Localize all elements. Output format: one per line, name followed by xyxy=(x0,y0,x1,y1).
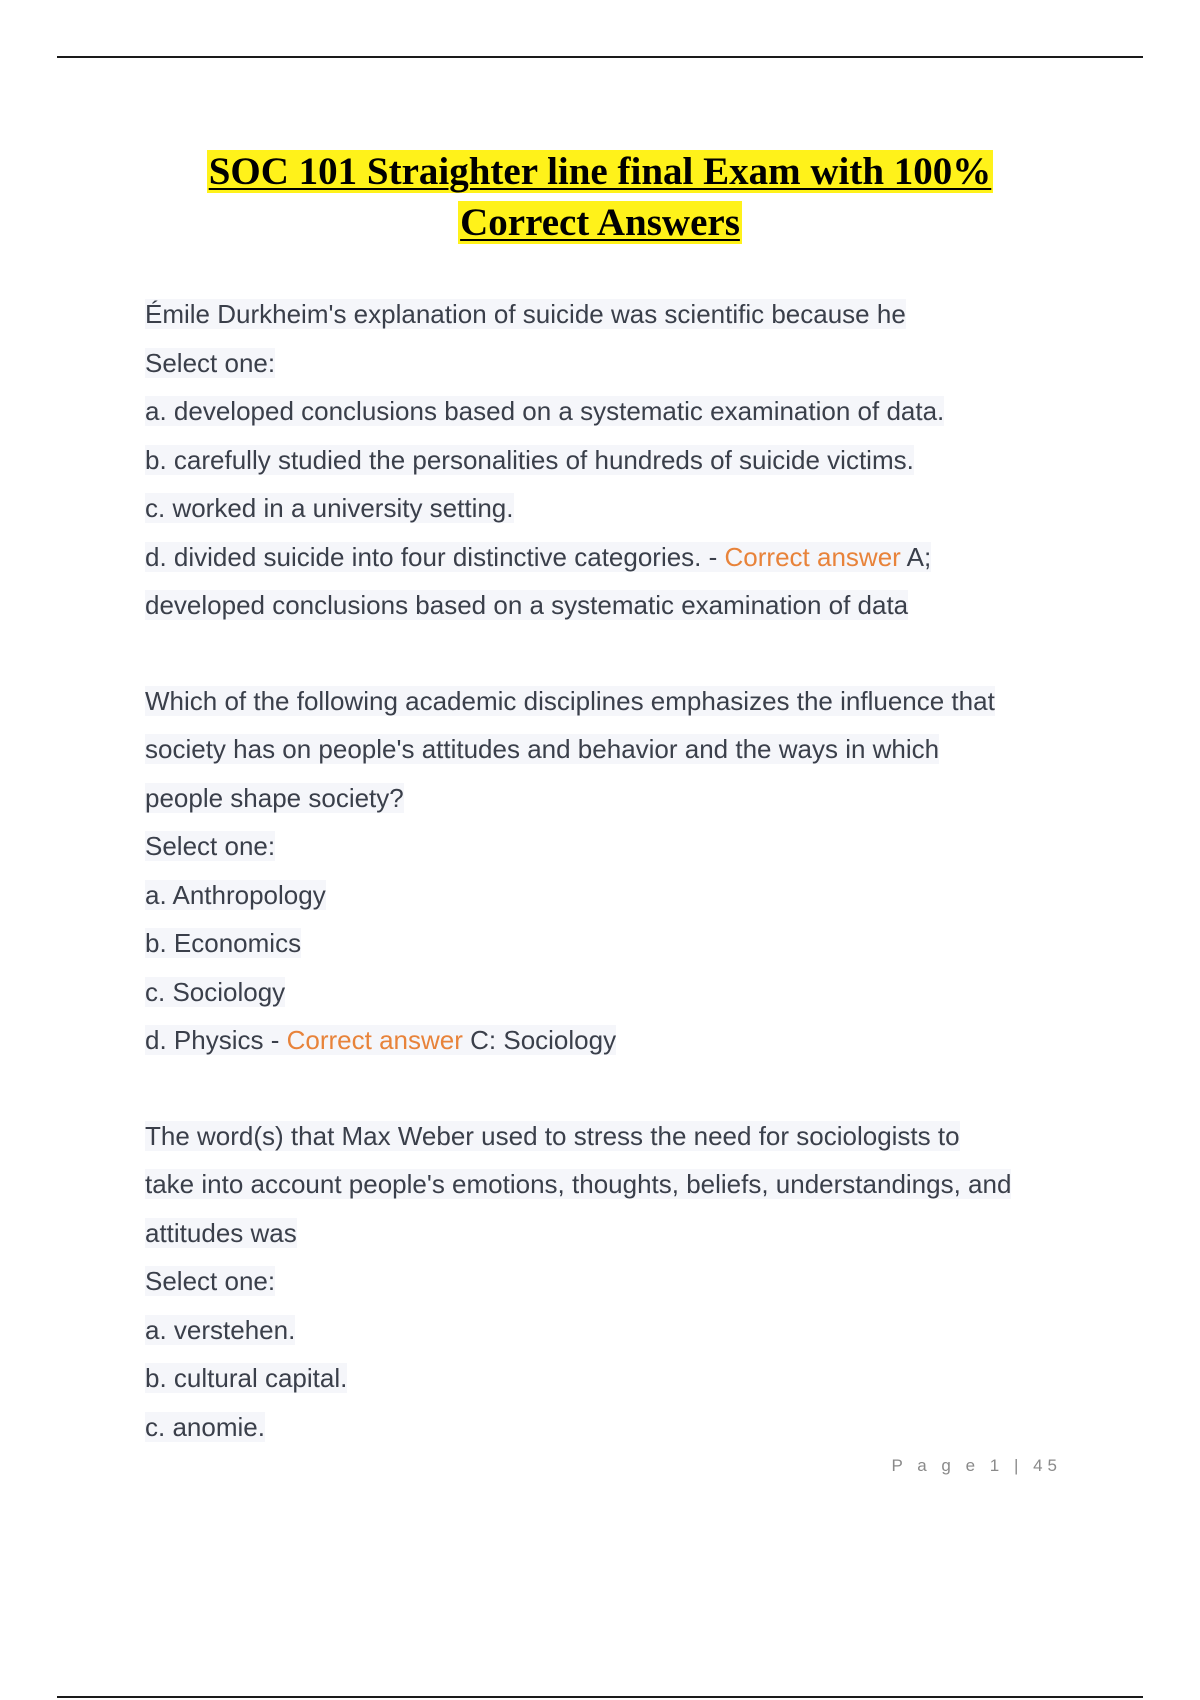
option-b: b. Economics xyxy=(145,928,302,958)
question-stem-line: take into account people's emotions, thoughts, beliefs, understandings, and xyxy=(145,1169,1012,1199)
option-a: a. Anthropology xyxy=(145,879,326,910)
option-c: c. worked in a university setting. xyxy=(145,493,514,523)
bottom-rule xyxy=(57,1696,1143,1698)
question-stem-line: The word(s) that Max Weber used to stress the need for sociologists to xyxy=(145,1120,960,1151)
correct-answer-value: A; xyxy=(906,541,932,572)
page-label: P a g e xyxy=(891,1456,981,1475)
question-stem-line: people shape society? xyxy=(145,782,404,813)
title-line-1: SOC 101 Straighter line final Exam with 100% xyxy=(208,150,992,193)
question-stem-line: Which of the following academic disciplines emphasizes the influence that xyxy=(145,685,995,716)
option-a: a. verstehen. xyxy=(145,1314,296,1345)
question-3 xyxy=(145,1112,1105,1452)
correct-answer-label: Correct answer xyxy=(724,541,901,572)
page-number: 1 | 45 xyxy=(989,1456,1062,1475)
option-d: d. Physics - Correct answer C: Sociology xyxy=(145,1025,617,1055)
question-1 xyxy=(145,290,1105,630)
correct-answer-value: C: Sociology xyxy=(470,1025,617,1055)
correct-answer-label: Correct answer xyxy=(286,1025,463,1055)
page-footer xyxy=(891,1456,1062,1476)
question-list xyxy=(145,290,1105,1498)
option-b: b. carefully studied the personalities of hundreds of suicide victims. xyxy=(145,444,914,475)
option-d: d. divided suicide into four distinctive categories. - Correct answer A; xyxy=(145,541,932,572)
select-one-label: Select one: xyxy=(145,831,276,861)
question-2 xyxy=(145,677,1105,1065)
correct-answer-continuation: developed conclusions based on a systematic examination of data xyxy=(145,590,909,620)
select-one-label: Select one: xyxy=(145,347,276,378)
question-stem-line: society has on people's attitudes and behavior and the ways in which xyxy=(145,734,940,764)
title-line-2: Correct Answers xyxy=(460,201,740,244)
option-b: b. cultural capital. xyxy=(145,1363,348,1393)
document-title xyxy=(100,146,1100,248)
question-stem-line: Émile Durkheim's explanation of suicide was scientific because he xyxy=(145,299,906,329)
option-c: c. Sociology xyxy=(145,976,286,1007)
option-a: a. developed conclusions based on a systematic examination of data. xyxy=(145,396,945,426)
select-one-label: Select one: xyxy=(145,1266,276,1296)
question-stem-line: attitudes was xyxy=(145,1217,297,1248)
top-rule xyxy=(57,56,1143,58)
option-c: c. anomie. xyxy=(145,1411,265,1442)
